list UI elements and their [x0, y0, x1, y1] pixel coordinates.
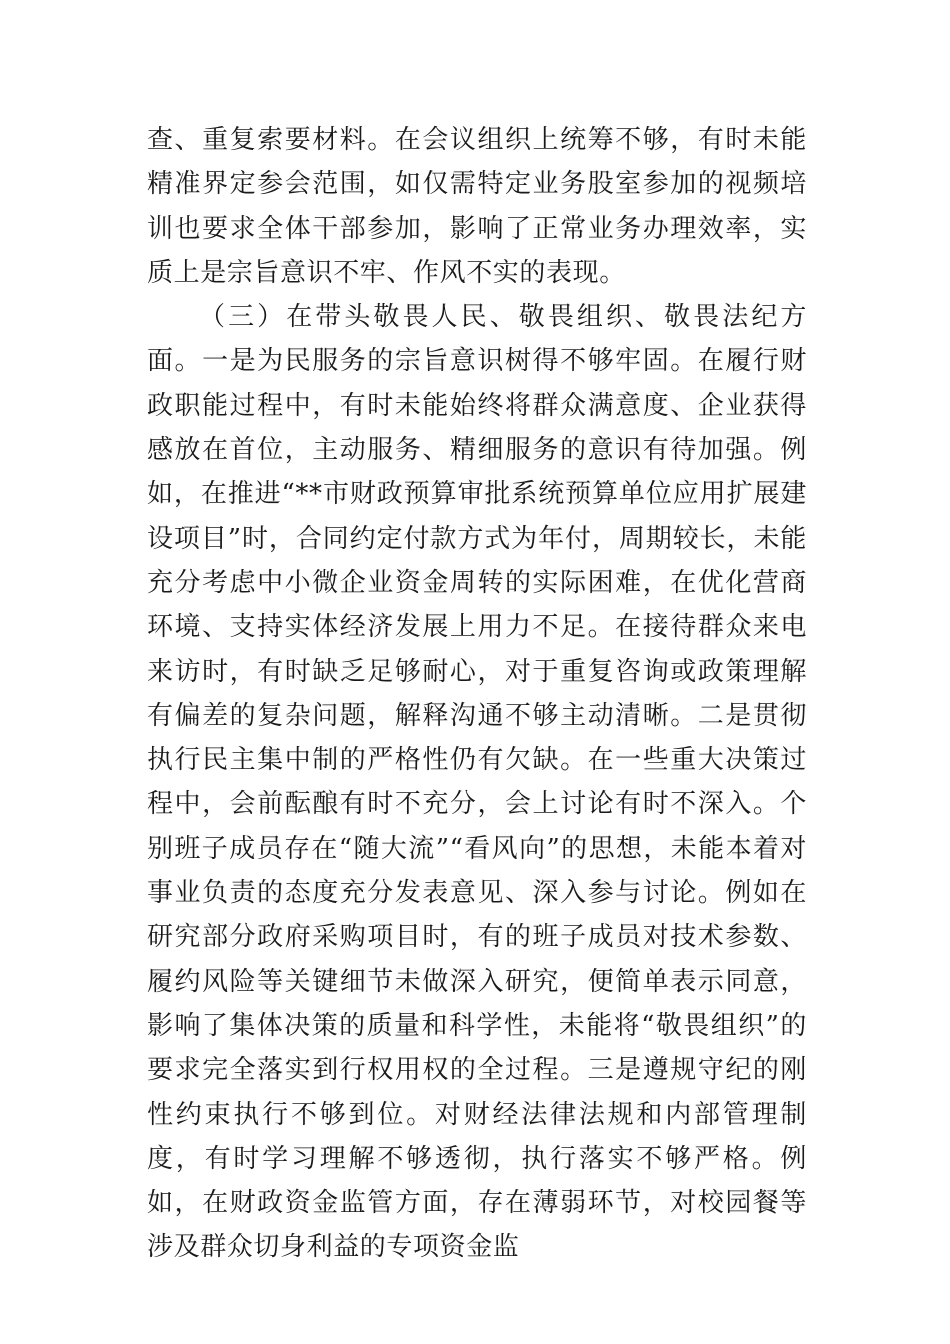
document-body [147, 118, 807, 1270]
paragraph-section-three: （三）在带头敬畏人民、敬畏组织、敬畏法纪方面。一是为民服务的宗旨意识树得不够牢固。在履行财政职能过程中，有时未能始终将群众满意度、企业获得感放在首位，主动服务、精细服务的意识有待加强。例如，在推进“**市财政预算审批系统预算单位应用扩展建设项目”时，合同约定付款方式为年付，周期较长，未能充分考虑中小微企业资金周转的实际困难，在优化营商环境、支持实体经济发展上用力不足。在接待群众来电来访时，有时缺乏足够耐心，对于重复咨询或政策理解有偏差的复杂问题，解释沟通不够主动清晰。二是贯彻执行民主集中制的严格性仍有欠缺。在一些重大决策过程中，会前酝酿有时不充分，会上讨论有时不深入。个别班子成员存在“随大流”“看风向”的思想，未能本着对事业负责的态度充分发表意见、深入参与讨论。例如在研究部分政府采购项目时，有的班子成员对技术参数、履约风险等关键细节未做深入研究，便简单表示同意，影响了集体决策的质量和科学性，未能将“敬畏组织”的要求完全落实到行权用权的全过程。三是遵规守纪的刚性约束执行不够到位。对财经法律法规和内部管理制度，有时学习理解不够透彻，执行落实不够严格。例如，在财政资金监管方面，存在薄弱环节，对校园餐等涉及群众切身利益的专项资金监 [147, 302, 807, 1263]
paragraph-continuation: 查、重复索要材料。在会议组织上统筹不够，有时未能精准界定参会范围，如仅需特定业务股室参加的视频培训也要求全体干部参加，影响了正常业务办理效率，实质上是宗旨意识不牢、作风不实的表现。 [147, 125, 807, 288]
